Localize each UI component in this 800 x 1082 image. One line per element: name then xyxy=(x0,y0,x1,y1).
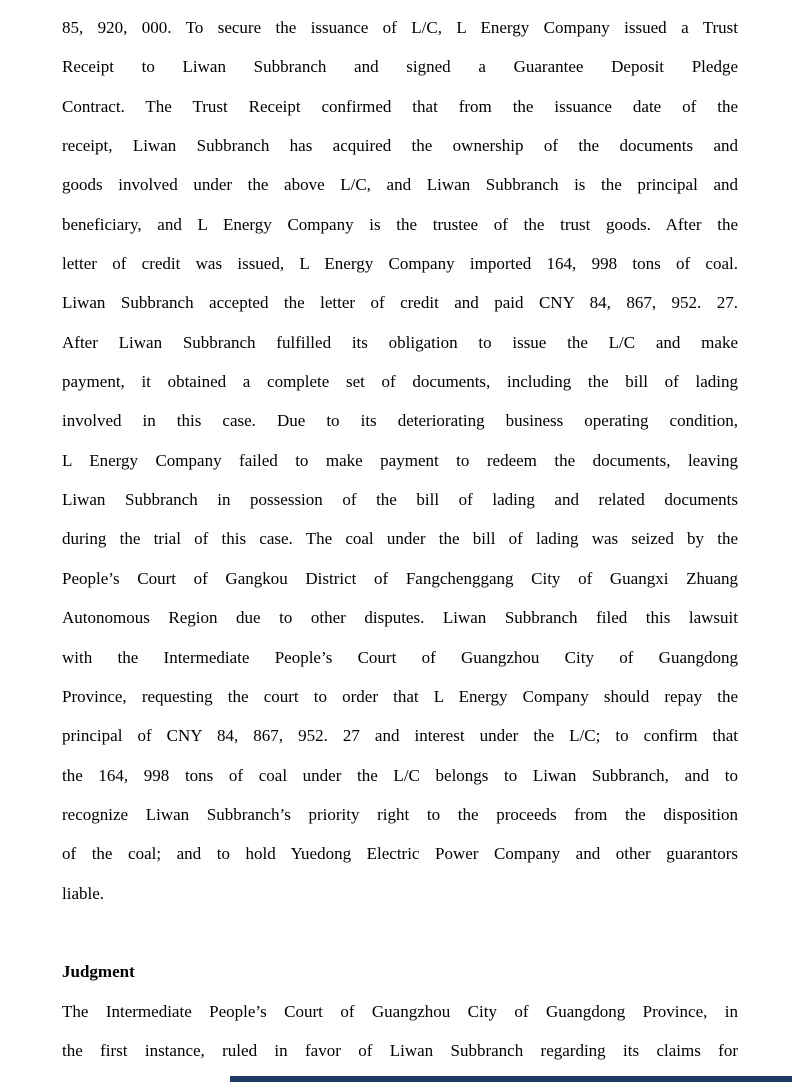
text-line: receipt, Liwan Subbranch has acquired the ownership of the documents and xyxy=(62,136,738,156)
text-line: letter of credit was issued, L Energy Company imported 164, 998 tons of coal. xyxy=(62,254,738,274)
text-line: the 164, 998 tons of coal under the L/C belongs to Liwan Subbranch, and to xyxy=(62,765,738,785)
text-line: People’s Court of Gangkou District of Fangchenggang City of Guangxi Zhuang xyxy=(62,568,738,588)
text-line: Autonomous Region due to other disputes. Liwan Subbranch filed this lawsuit xyxy=(62,608,738,628)
text-line: payment, it obtained a complete set of documents, including the bill of lading xyxy=(62,372,738,392)
text-line: Contract. The Trust Receipt confirmed that from the issuance date of the xyxy=(62,96,738,116)
text-line: goods involved under the above L/C, and Liwan Subbranch is the principal and xyxy=(62,175,738,195)
text-line: Liwan Subbranch in possession of the bill of lading and related documents xyxy=(62,490,738,510)
text-line: of the coal; and to hold Yuedong Electric Power Company and other guarantors xyxy=(62,844,738,864)
blank-line xyxy=(62,913,738,952)
judgment-heading: Judgment xyxy=(62,962,135,982)
judgment-paragraph xyxy=(62,992,738,1071)
text-line: principal of CNY 84, 867, 952. 27 and interest under the L/C; to confirm that xyxy=(62,726,738,746)
text-line: The Intermediate People’s Court of Guangzhou City of Guangdong Province, in xyxy=(62,1001,738,1021)
body-paragraph xyxy=(62,8,738,874)
text-line: with the Intermediate People’s Court of Guangzhou City of Guangdong xyxy=(62,647,738,667)
text-line: recognize Liwan Subbranch’s priority right to the proceeds from the disposition xyxy=(62,804,738,824)
body-paragraph-last-line: liable. xyxy=(62,883,105,903)
page-bottom-bar xyxy=(230,1076,792,1082)
text-line: 85, 920, 000. To secure the issuance of L/C, L Energy Company issued a Trust xyxy=(62,18,738,37)
text-line: involved in this case. Due to its deteriorating business operating condition, xyxy=(62,411,738,431)
text-line: the first instance, ruled in favor of Liwan Subbranch regarding its claims for xyxy=(62,1040,738,1060)
text-line: beneficiary, and L Energy Company is the trustee of the trust goods. After the xyxy=(62,214,738,234)
text-line: Province, requesting the court to order that L Energy Company should repay the xyxy=(62,686,738,706)
page-text-block xyxy=(62,8,738,1070)
text-line: After Liwan Subbranch fulfilled its obligation to issue the L/C and make xyxy=(62,332,738,352)
text-line: Liwan Subbranch accepted the letter of credit and paid CNY 84, 867, 952. 27. xyxy=(62,293,738,313)
text-line: Receipt to Liwan Subbranch and signed a Guarantee Deposit Pledge xyxy=(62,57,738,77)
text-line: L Energy Company failed to make payment to redeem the documents, leaving xyxy=(62,450,738,470)
text-line: during the trial of this case. The coal under the bill of lading was seized by the xyxy=(62,529,738,549)
